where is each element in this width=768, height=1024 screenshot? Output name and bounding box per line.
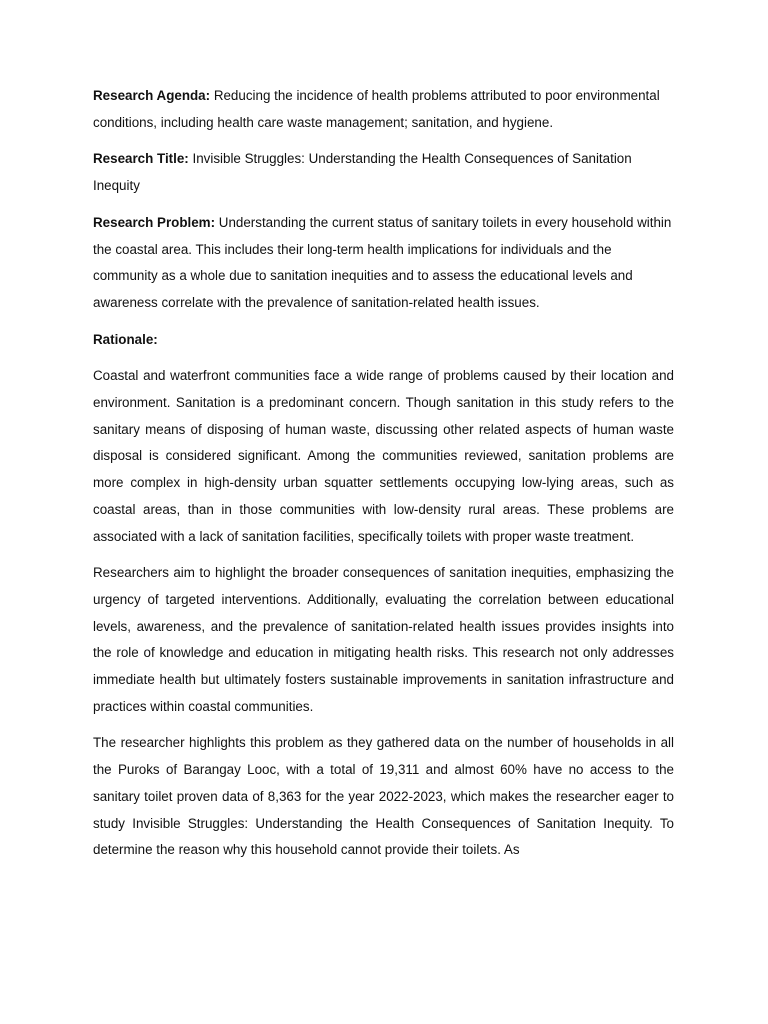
research-title-paragraph	[93, 146, 674, 199]
rationale-paragraph-3: The researcher highlights this problem as they gathered data on the number of households in all the Puroks of Barangay Looc, with a total of 19,311 and almost 60% have no access to the sanitary toilet proven data of 8,363 for the year 2022-2023, which makes the researcher eager to study Invisible Struggles: Understanding the Health Consequences of Sanitation Inequity. To determine the reason why this household cannot provide their toilets. As	[93, 735, 674, 858]
research-agenda-label: Research Agenda:	[93, 88, 211, 103]
research-agenda-paragraph	[93, 83, 674, 136]
document-page	[93, 83, 674, 874]
rationale-paragraph-1: Coastal and waterfront communities face a wide range of problems caused by their location and environment. Sanitation is a predominant concern. Though sanitation in this study refers to the sanitary means of disposing of human waste, discussing other related aspects of human waste disposal is considered significant. Among the communities reviewed, sanitation problems are more complex in high-density urban squatter settlements occupying low-lying areas, such as coastal areas, than in those communities with low-density rural areas. These problems are associated with a lack of sanitation facilities, specifically toilets with proper waste treatment.	[93, 368, 674, 544]
rationale-heading: Rationale:	[93, 331, 158, 347]
rationale-paragraph-2: Researchers aim to highlight the broader consequences of sanitation inequities, emphasizing the urgency of targeted interventions. Additionally, evaluating the correlation between educational levels, awareness, and the prevalence of sanitation-related health issues provides insights into the role of knowledge and education in mitigating health risks. This research not only addresses immediate health but ultimately fosters sustainable improvements in sanitation infrastructure and practices within coastal communities.	[93, 565, 674, 714]
research-problem-text: Understanding the current status of sanitary toilets in every household within the coastal area. This includes their long-term health implications for individuals and the community as a whole due to sanitation inequities and to assess the educational levels and awareness correlate with the prevalence of sanitation-related health issues.	[93, 214, 672, 310]
research-problem-paragraph	[93, 210, 674, 317]
research-title-text: Invisible Struggles: Understanding the Health Consequences of Sanitation Inequity	[93, 151, 632, 194]
research-title-label: Research Title:	[93, 151, 189, 167]
research-problem-label: Research Problem:	[93, 214, 216, 230]
research-agenda-text: Reducing the incidence of health problems attributed to poor environmental conditions, including health care waste management; sanitation, and hygiene.	[93, 88, 660, 130]
